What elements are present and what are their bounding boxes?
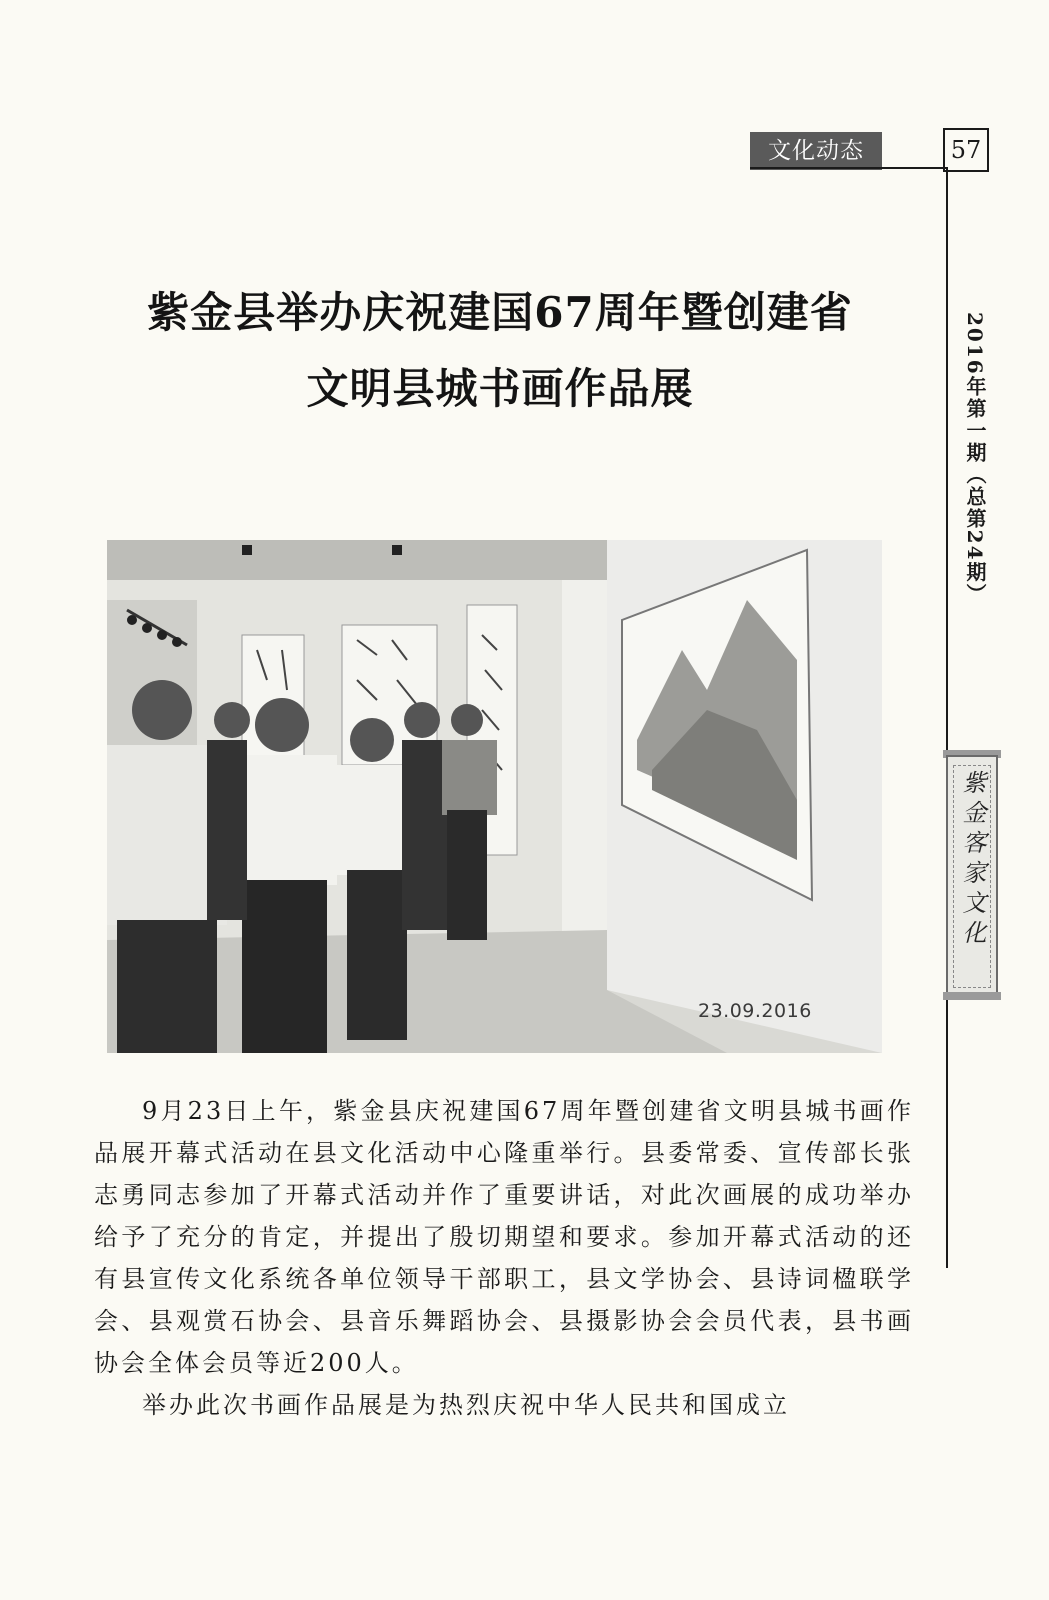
photo-date-stamp: 23.09.2016 bbox=[698, 1000, 812, 1022]
publication-name: 紫金客家文化 bbox=[958, 770, 986, 950]
article-body bbox=[94, 1090, 914, 1426]
exhibition-photo bbox=[107, 540, 882, 1053]
section-label: 文化动态 bbox=[750, 132, 882, 170]
article-paragraph: 举办此次书画作品展是为热烈庆祝中华人民共和国成立 bbox=[142, 1391, 790, 1419]
side-rule bbox=[946, 168, 948, 1268]
article-paragraph: 9月23日上午，紫金县庆祝建国67周年暨创建省文明县城书画作品展开幕式活动在县文化活动中心隆重举行。县委常委、宣传部长张志勇同志参加了开幕式活动并作了重要讲话，对此次画展的成功举办给予了充分的肯定，并提出了殷切期望和要求。参加开幕式活动的还有县宣传文化系统各单位领导干部职工，县文学协会、县诗词楹联学会、县观赏石协会、县音乐舞蹈协会、县摄影协会会员代表，县书画协会全体会员等近200人。 bbox=[94, 1097, 914, 1377]
header-rule bbox=[750, 167, 948, 169]
article-title-line1: 紫金县举办庆祝建国67周年暨创建省 bbox=[147, 288, 853, 337]
article-title-line2: 文明县城书画作品展 bbox=[306, 364, 694, 413]
page-number: 57 bbox=[943, 128, 989, 172]
issue-info: 2016年第一期（总第24期） bbox=[963, 312, 987, 606]
scroll-rod-bottom bbox=[943, 992, 1001, 1000]
